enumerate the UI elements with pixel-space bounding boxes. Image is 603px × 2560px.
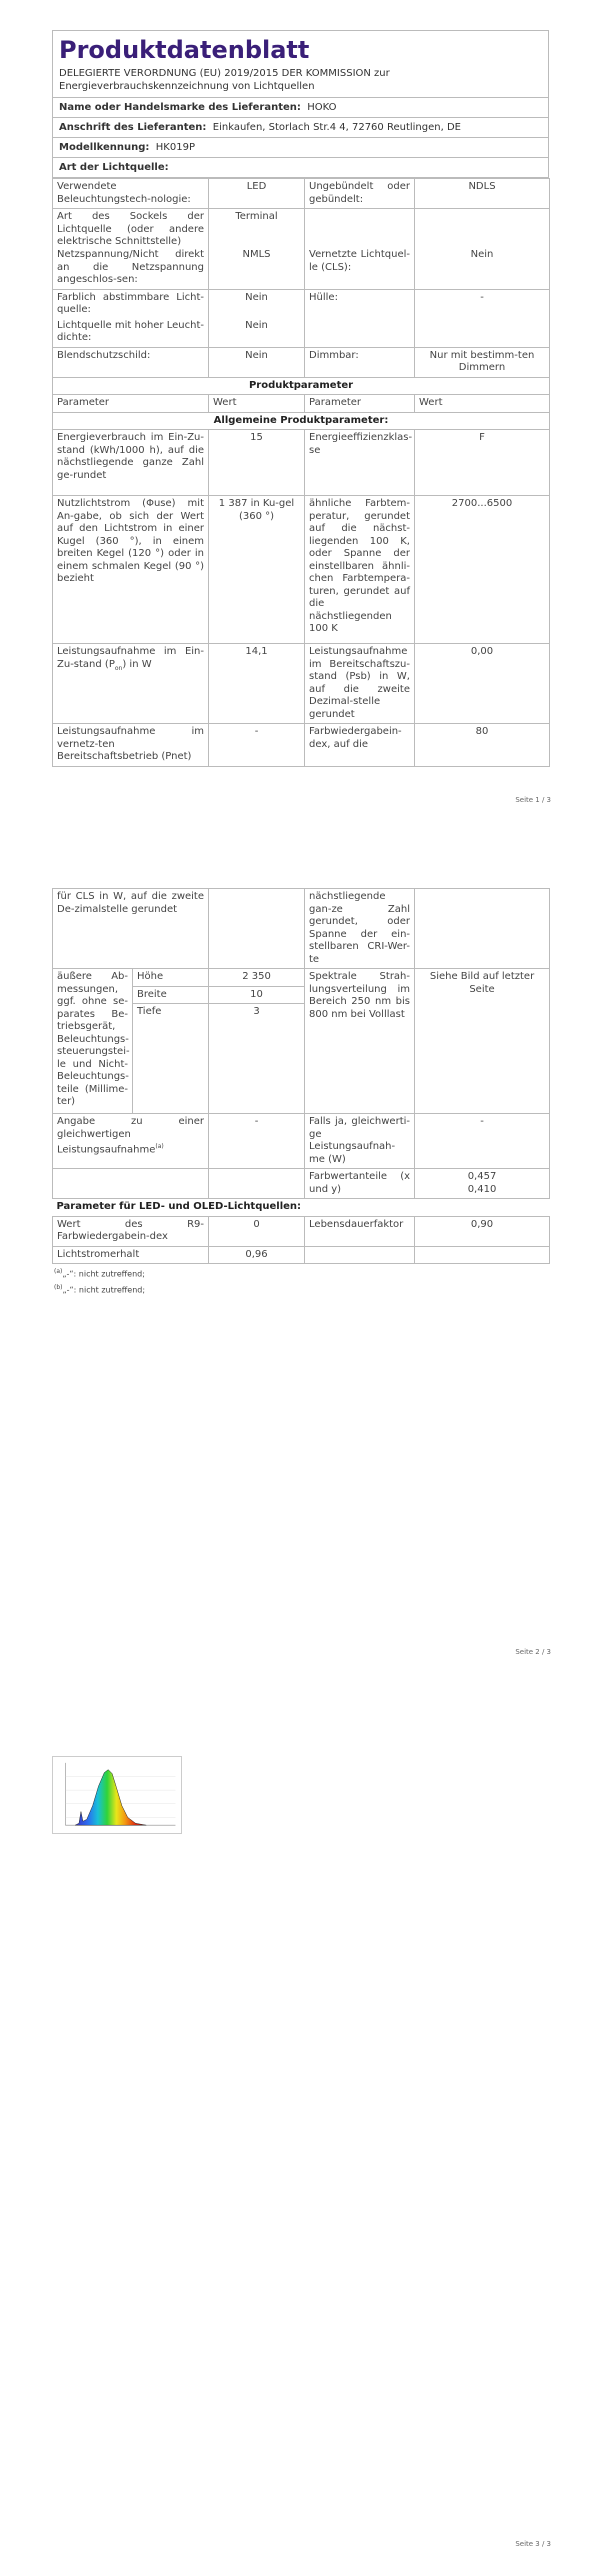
page-footer-2: Seite 2 / 3 xyxy=(515,1648,551,1656)
datasheet-page-2 xyxy=(52,888,549,1295)
supplier-name-row: Name oder Handelsmarke des Lieferanten: HOKO xyxy=(52,98,549,118)
dimmable-value: Nur mit bestimm-ten Dimmern xyxy=(415,347,550,377)
lightsource-type-row: Art der Lichtquelle: xyxy=(52,158,549,178)
socket-mains-value: Terminal NMLS xyxy=(209,209,305,290)
pon-label: Leistungsaufnahme im Ein-Zu-stand $(P_{on})$ in W xyxy=(53,644,209,724)
lumen-maint-label: Lichtstromerhalt xyxy=(53,1246,209,1264)
pon-value: 14,1 xyxy=(209,644,305,724)
r9-value: 0 xyxy=(209,1216,305,1246)
flux-value: 1 387 in Ku-gel (360 °) xyxy=(209,496,305,644)
cct-label: ähnliche Farbtem-peratur, gerundet auf die nächst-liegenden 100 K, oder Spanne der einstellbaren ähnli-chen Farbtempera-turen, gerundet auf die nächstliegenden 100 K xyxy=(305,496,415,644)
tech-label: Verwendete Beleuchtungstech-nologie: xyxy=(53,179,209,209)
regulation-subtitle: DELEGIERTE VERORDNUNG (EU) 2019/2015 DER KOMMISSION zur Energieverbrauchskennzeichnung von Lichtquellen xyxy=(52,65,549,98)
pnet-value-cont xyxy=(209,889,305,969)
spd-value: Siehe Bild auf letzter Seite xyxy=(415,969,550,1114)
survival-value: 0,90 xyxy=(415,1216,550,1246)
led-params-heading: Parameter für LED- und OLED-Lichtquellen: xyxy=(53,1199,550,1217)
glare-label: Blendschutzschild: xyxy=(53,347,209,377)
footnote-b: $^{(b)}$„-“: nicht zutreffend; xyxy=(54,1283,146,1295)
connected-value: Nein xyxy=(415,209,550,290)
col-value-2: Wert xyxy=(415,395,550,413)
height-value: 2 350 xyxy=(209,969,305,987)
product-params-heading: Produktparameter xyxy=(53,377,550,395)
spectral-distribution-image xyxy=(52,1756,182,1834)
page-1 xyxy=(0,0,603,810)
pnet-value: - xyxy=(209,724,305,767)
tech-value: LED xyxy=(209,179,305,209)
chroma-value: 0,457 0,410 xyxy=(415,1169,550,1199)
cri-label-part1: Farbwiedergabein-dex, auf die xyxy=(305,724,415,767)
survival-label: Lebensdauerfaktor xyxy=(305,1216,415,1246)
col-param-2: Parameter xyxy=(305,395,415,413)
width-label: Breite xyxy=(133,986,209,1004)
col-param-1: Parameter xyxy=(53,395,209,413)
pnet-label-part2: für CLS in W, auf die zweite De-zimalstelle gerundet xyxy=(53,889,209,969)
envelope-value: - xyxy=(415,289,550,347)
col-value-1: Wert xyxy=(209,395,305,413)
tunable-highlum-label: Farblich abstimmbare Licht-quelle: Lichtquelle mit hoher Leucht-dichte: xyxy=(53,289,209,347)
chroma-label: Farbwertanteile (x und y) xyxy=(305,1169,415,1199)
tunable-highlum-value: Nein Nein xyxy=(209,289,305,347)
glare-value: Nein xyxy=(209,347,305,377)
datasheet-page-1 xyxy=(52,30,549,767)
general-params-heading: Allgemeine Produktparameter: xyxy=(53,412,550,430)
lightsource-table xyxy=(52,178,550,767)
page-footer-1: Seite 1 / 3 xyxy=(515,796,551,804)
energy-label: Energieverbrauch im Ein-Zu-stand (kWh/1000 h), auf die nächstliegende ganze Zahl ge-rundet xyxy=(53,430,209,496)
unbundled-label: Ungebündelt oder gebündelt: xyxy=(305,179,415,209)
width-value: 10 xyxy=(209,986,305,1004)
page-title: Produktdatenblatt xyxy=(52,30,549,65)
supplier-address-row: Anschrift des Lieferanten: Einkaufen, Storlach Str.4 4, 72760 Reutlingen, DE xyxy=(52,118,549,138)
height-label: Höhe xyxy=(133,969,209,987)
cct-value: 2700...6500 xyxy=(415,496,550,644)
chroma-empty-label xyxy=(53,1169,209,1199)
unbundled-value: NDLS xyxy=(415,179,550,209)
chroma-empty-value xyxy=(209,1169,305,1199)
eeclass-value: F xyxy=(415,430,550,496)
flux-label: Nutzlichtstrom (Φuse) mit An-gabe, ob sich der Wert auf den Lichtstrom in einer Kugel (360 °), in einem breiten Kegel (120 °) oder in einem schmalen Kegel (90 °) bezieht xyxy=(53,496,209,644)
equiv2-label: Falls ja, gleichwerti-ge Leistungsaufnah-me (W) xyxy=(305,1114,415,1169)
r9-label: Wert des R9-Farbwiedergabein-dex xyxy=(53,1216,209,1246)
pnet-label-part1: Leistungsaufnahme im vernetz-ten Bereitschaftsbetrieb (Pnet) xyxy=(53,724,209,767)
equiv2-value: - xyxy=(415,1114,550,1169)
equiv-label: Angabe zu einer gleichwertigen Leistungsaufnahme$^{(a)}$ xyxy=(53,1114,209,1169)
footnote-a: $^{(a)}$„-“: nicht zutreffend; xyxy=(54,1268,145,1279)
dimmable-label: Dimmbar: xyxy=(305,347,415,377)
lumen-maint-empty-label xyxy=(305,1246,415,1264)
cri-value: 80 xyxy=(415,724,550,767)
model-row: Modellkennung: HK019P xyxy=(52,138,549,158)
spd-label: Spektrale Strah-lungsverteilung im Bereich 250 nm bis 800 nm bei Volllast xyxy=(305,969,415,1114)
lumen-maint-empty-value xyxy=(415,1246,550,1264)
params-table-continued xyxy=(52,888,550,1264)
energy-value: 15 xyxy=(209,430,305,496)
equiv-value: - xyxy=(209,1114,305,1169)
dimensions-label: äußere Ab-messungen, ggf. ohne se-parates Be-triebsgerät, Beleuchtungs-steuerungstei-le und Nicht-Beleuchtungs-teile (Millime-ter) xyxy=(53,969,133,1114)
page-2 xyxy=(0,876,603,1672)
eeclass-label: Energieeffizienzklas-se xyxy=(305,430,415,496)
lumen-maint-value: 0,96 xyxy=(209,1246,305,1264)
page-footer-3: Seite 3 / 3 xyxy=(515,2540,551,2548)
envelope-label: Hülle: xyxy=(305,289,415,347)
psb-value: 0,00 xyxy=(415,644,550,724)
cri-label-part2: nächstliegende gan-ze Zahl gerundet, oder Spanne der ein-stellbaren CRI-Wer-te xyxy=(305,889,415,969)
cri-value-cont xyxy=(415,889,550,969)
page-3 xyxy=(0,1716,603,2560)
depth-label: Tiefe xyxy=(133,1004,209,1114)
connected-label: Vernetzte Lichtquel-le (CLS): xyxy=(305,209,415,290)
depth-value: 3 xyxy=(209,1004,305,1114)
socket-mains-label: Art des Sockels der Lichtquelle (oder andere elektrische Schnittstelle) Netzspannung/Nicht direkt an die Netzspannung angeschlos-sen: xyxy=(53,209,209,290)
psb-label: Leistungsaufnahme im Bereitschaftszu-stand (Psb) in W, auf die zweite Dezimal-stelle gerundet xyxy=(305,644,415,724)
